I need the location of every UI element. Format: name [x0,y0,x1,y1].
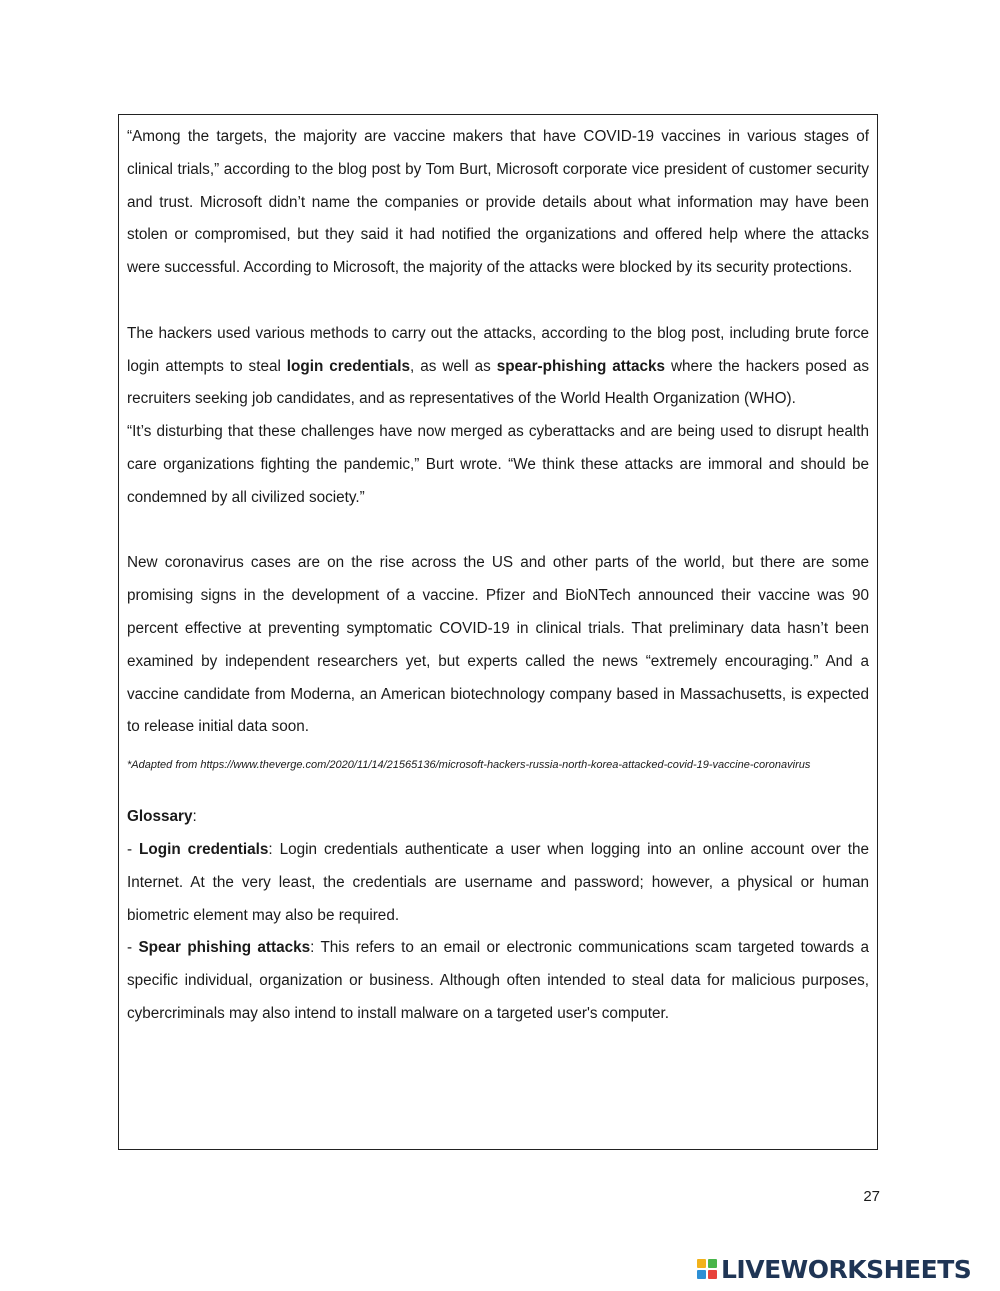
glossary-term: Spear phishing attacks [138,939,311,957]
page-number: 27 [863,1188,880,1205]
glossary-definition: : Login credentials authenticate a user when logging into an online account over the Internet. At the very least, the credentials are username and password; however, a physical or human biometric element may also be required. [127,840,869,924]
term-login-credentials: login credentials [286,357,411,375]
logo-block [708,1259,717,1268]
paragraph-methods [127,318,869,416]
logo-block [697,1259,706,1268]
glossary-item-login-credentials [127,834,869,932]
logo-blocks-icon [697,1259,717,1279]
logo-text: LIVEWORKSHEETS [721,1254,972,1284]
glossary-title-suffix: : [192,808,197,826]
glossary-item-prefix: - [127,840,140,858]
methods-text-d: where the hackers posed as recruiters seeking job candidates, and as representatives of the World Health Organization (WHO). [127,357,870,408]
glossary-item-spear-phishing [127,932,869,1030]
glossary-heading [127,801,869,834]
article-frame [118,114,878,1150]
methods-text-a: The hackers used various methods to carry out the attacks, according to the blog post, including brute force login attempts to steal [127,324,869,375]
liveworksheets-logo [697,1254,971,1284]
paragraph-gap [127,285,869,318]
logo-block [708,1270,717,1279]
paragraph-targets: “Among the targets, the majority are vaccine makers that have COVID-19 vaccines in various stages of clinical trials,” according to the blog post by Tom Burt, Microsoft corporate vice president of customer security and trust. Microsoft didn’t name the companies or provide details about what information may have been stolen or compromised, but they said it had notified the organizations and offered help where the attacks were successful. According to Microsoft, the majority of the attacks were blocked by its security protections. [127,128,869,277]
logo-block [697,1270,706,1279]
glossary-item-prefix: - [127,939,139,957]
methods-text-c: , as well as [410,357,497,375]
glossary-title: Glossary [127,808,193,826]
paragraph-vaccine: New coronavirus cases are on the rise across the US and other parts of the world, but there are some promising signs in the development of a vaccine. Pfizer and BioNTech announced their vaccine was 90 percent effective at preventing symptomatic COVID-19 in clinical trials. That preliminary data hasn’t been examined by independent researchers yet, but experts called the news “extremely encouraging.” And a vaccine candidate from Moderna, an American biotechnology company based in Massachusetts, is expected to release initial data soon. [127,554,869,736]
term-spear-phishing: spear-phishing attacks [496,357,666,375]
source-citation: *Adapted from https://www.theverge.com/2020/11/14/21565136/microsoft-hackers-russia-north-korea-attacked-covid-19-vaccine-coronavirus [127,759,811,772]
paragraph-quote: “It’s disturbing that these challenges have now merged as cyberattacks and are being used to disrupt health care organizations fighting the pandemic,” Burt wrote. “We think these attacks are immoral and should be condemned by all civilized society.” [127,423,869,506]
glossary-term: Login credentials [139,840,269,858]
glossary-definition: : This refers to an email or electronic communications scam targeted towards a specific individual, organization or business. Although often intended to steal data for malicious purposes, cybercriminals may also intend to install malware on a targeted user's computer. [127,939,869,1022]
paragraph-gap [127,515,869,548]
